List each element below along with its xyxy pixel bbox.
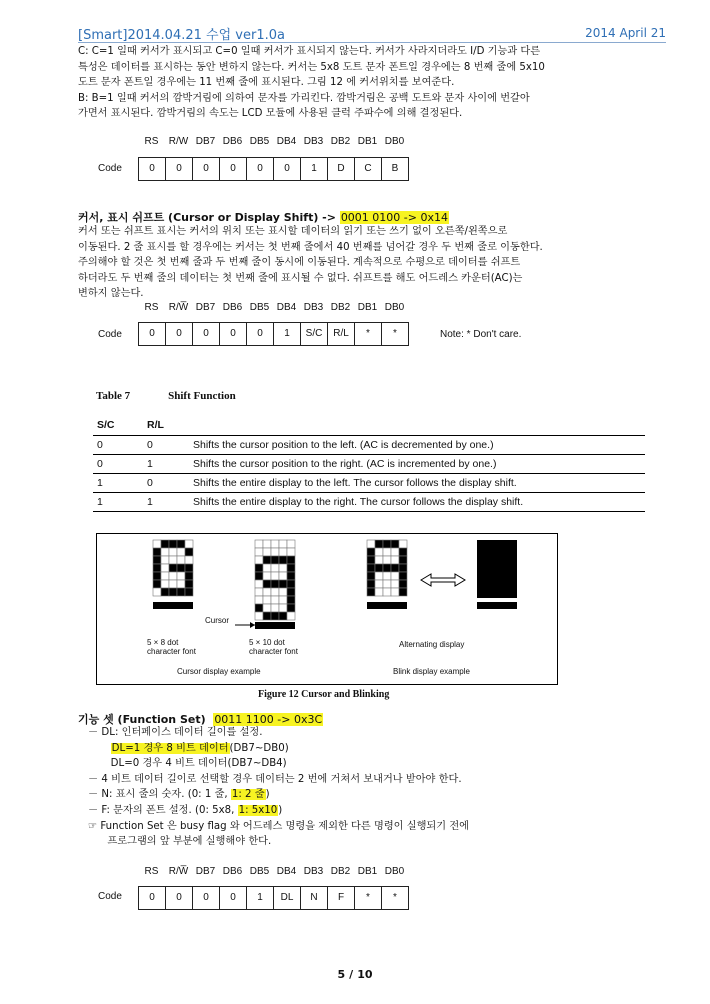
dot: [263, 612, 271, 620]
dot: [375, 548, 383, 556]
dot: [383, 564, 391, 572]
dot: [391, 564, 399, 572]
dot: [271, 548, 279, 556]
paragraph-line: 이동된다. 2 줄 표시를 할 경우에는 커서는 첫 번째 줄에서 40 번째를 넘어갈 경우 두 번째 줄로 이동한다.: [78, 241, 543, 253]
dot: [391, 580, 399, 588]
dot: [287, 596, 295, 604]
list-item: [88, 756, 469, 772]
dot: [161, 556, 169, 564]
dot: [185, 572, 193, 580]
bit-cell: 0: [247, 158, 274, 180]
dot: [279, 564, 287, 572]
table-cell: Shifts the cursor position to the left. (AC is decremented by one.): [189, 436, 645, 455]
dot: [153, 556, 161, 564]
dot: [375, 580, 383, 588]
bit-header: DB5: [249, 866, 270, 877]
dot: [287, 548, 295, 556]
bit-header: DB5: [249, 302, 270, 313]
dot: [391, 540, 399, 548]
dot: [279, 596, 287, 604]
dot: [271, 556, 279, 564]
dot: [177, 564, 185, 572]
paragraph-line: 커서 또는 쉬프트 표시는 커서의 위치 또는 표시할 데이터의 읽기 또는 쓰기 없이 오른쪽/왼쪽으로: [78, 226, 508, 237]
item-text: － F: 문자의 폰트 설정. (0: 5x8,: [88, 804, 238, 816]
bit-cell: 0: [193, 887, 220, 909]
table-header-row: [93, 416, 645, 436]
table-number: Table 7: [96, 390, 131, 402]
dot: [263, 572, 271, 580]
bit-cell: *: [355, 323, 382, 345]
table-cell: 1: [93, 493, 143, 512]
dot: [177, 588, 185, 596]
bit-header: DB7: [195, 866, 216, 877]
paragraph-line: 하더라도 두 번째 줄의 데이터는 첫 번째 줄에 표시될 수 없다. 쉬프트를 해도 어드레스 카운터(AC)는: [78, 272, 523, 284]
dot: [263, 548, 271, 556]
dot: [153, 572, 161, 580]
dot: [287, 556, 295, 564]
bit-cell: 0: [220, 158, 247, 180]
table-row: [93, 493, 645, 512]
table-row: [93, 436, 645, 455]
bit-cell: 0: [220, 323, 247, 345]
function-set-list: [88, 725, 469, 850]
bit-header: DB1: [357, 302, 378, 313]
dot: [271, 604, 279, 612]
dot: [169, 556, 177, 564]
dot: [177, 540, 185, 548]
header-divider: [78, 42, 666, 43]
dot: [279, 556, 287, 564]
dot: [375, 540, 383, 548]
bit-header: R/W̅: [168, 302, 189, 313]
dot: [287, 588, 295, 596]
bit-cell: 0: [193, 158, 220, 180]
shift-section-heading: [78, 209, 449, 225]
dot: [169, 572, 177, 580]
bit-header: DB3: [303, 136, 324, 147]
blink-example-label: Blink display example: [393, 667, 470, 676]
dot: [185, 580, 193, 588]
dot: [399, 564, 407, 572]
paragraph-line: 특성은 데이터를 표시하는 동안 변하지 않는다. 커서는 5x8 도트 문자 폰트일 경우에는 8 번째 줄에 5x10: [78, 61, 545, 73]
bit-header: DB3: [303, 866, 324, 877]
bit-cell: 1: [274, 323, 301, 345]
figure12: [96, 533, 558, 685]
blink-block: [477, 540, 517, 598]
bit-cell: 1: [247, 887, 274, 909]
cursor-example-label: Cursor display example: [177, 667, 261, 676]
bit-cell: 0: [193, 323, 220, 345]
bit-cell: 0: [139, 323, 166, 345]
table-cell: Shifts the cursor position to the right. (AC is incremented by one.): [189, 455, 645, 474]
dot: [153, 540, 161, 548]
dot: [383, 548, 391, 556]
dot: [271, 580, 279, 588]
dot: [287, 540, 295, 548]
table-cell: 1: [143, 493, 189, 512]
dot: [255, 540, 263, 548]
dot: [169, 580, 177, 588]
item-highlight: DL=1 경우 8 비트 데이터: [111, 742, 229, 754]
blink-block-bar: [477, 602, 517, 609]
dot: [375, 556, 383, 564]
bit-header: DB4: [276, 136, 297, 147]
bit-header: R/W: [168, 136, 189, 147]
dot: [271, 612, 279, 620]
dot: [177, 556, 185, 564]
dont-care-note: Note: * Don't care.: [440, 329, 522, 340]
dot: [383, 588, 391, 596]
dot: [153, 580, 161, 588]
bit-cell: F: [328, 887, 355, 909]
dot: [399, 548, 407, 556]
bit-header: RS: [144, 136, 159, 147]
page-total: 10: [357, 968, 373, 981]
item-text: ): [278, 804, 283, 816]
table7-title: [96, 390, 236, 402]
dot: [153, 588, 161, 596]
dot: [169, 540, 177, 548]
dot: [153, 548, 161, 556]
figure12-caption: Figure 12 Cursor and Blinking: [258, 689, 390, 700]
header-date: 2014 April 21: [585, 26, 666, 40]
bit-cell: 1: [301, 158, 328, 180]
bit-cell: 0: [166, 158, 193, 180]
bit-header: DB7: [195, 136, 216, 147]
bit-header-row: [138, 866, 408, 877]
cursor-label: Cursor: [205, 616, 230, 625]
bit-cell: R/L: [328, 323, 355, 345]
item-text: ☞ Function Set 은 busy flag 와 어드레스 명령을 제외한 다른 명령이 실행되기 전에: [88, 820, 470, 832]
table-row: [93, 455, 645, 474]
bit-header: R/W̅: [168, 866, 189, 877]
dot: [383, 556, 391, 564]
dot: [255, 548, 263, 556]
shift-paragraph: [78, 224, 678, 302]
font-5x10-label: [249, 638, 298, 656]
dot: [399, 588, 407, 596]
bit-cell: 0: [166, 887, 193, 909]
function-set-code: [138, 886, 409, 910]
item-text: － DL: 인터페이스 데이터 길이를 설정.: [88, 727, 263, 738]
table-cell: Shifts the entire display to the right. The cursor follows the display shift.: [189, 493, 645, 512]
list-item: [88, 819, 469, 835]
dot: [279, 572, 287, 580]
dot: [255, 564, 263, 572]
dot: [287, 580, 295, 588]
alternate-arrow-icon: [421, 574, 465, 586]
bit-cell: 0: [247, 323, 274, 345]
dot: [255, 612, 263, 620]
dot-matrix-blink-char: [367, 540, 407, 596]
dot: [367, 556, 375, 564]
list-item: [88, 834, 469, 850]
item-text: (DB7~DB0): [229, 742, 289, 754]
table-cell: 1: [143, 455, 189, 474]
shift-code: [138, 322, 409, 346]
bit-cell: N: [301, 887, 328, 909]
bit-header: DB0: [384, 866, 405, 877]
dot: [367, 588, 375, 596]
bit-header: DB4: [276, 866, 297, 877]
dot: [185, 548, 193, 556]
dot: [161, 548, 169, 556]
bit-cell: D: [328, 158, 355, 180]
dot: [169, 548, 177, 556]
code-label: Code: [98, 891, 122, 902]
dot: [367, 580, 375, 588]
dot: [279, 604, 287, 612]
bit-header: DB6: [222, 302, 243, 313]
list-item: [88, 725, 469, 741]
dot: [169, 564, 177, 572]
dot: [367, 572, 375, 580]
bit-header: DB2: [330, 866, 351, 877]
bit-cell: *: [355, 887, 382, 909]
dot: [185, 556, 193, 564]
dot: [185, 564, 193, 572]
bit-cell: *: [393, 892, 397, 903]
item-text: 프로그램의 앞 부분에 실행해야 한다.: [88, 836, 272, 848]
table-header: [189, 416, 645, 436]
paragraph-line: 변하지 않는다.: [78, 288, 144, 300]
bit-header: DB5: [249, 136, 270, 147]
table-name: Shift Function: [168, 390, 236, 402]
item-text: DL=0 경우 4 비트 데이터(DB7~DB4): [88, 758, 287, 770]
dot: [161, 572, 169, 580]
dot: [177, 548, 185, 556]
table-cell: 0: [93, 436, 143, 455]
dot: [263, 604, 271, 612]
dot: [177, 572, 185, 580]
bit-cell: 0: [274, 158, 301, 180]
dot: [279, 540, 287, 548]
dot: [391, 588, 399, 596]
display-control-code: [138, 157, 409, 181]
dot: [271, 540, 279, 548]
code-label: Code: [98, 329, 122, 340]
dot: [391, 556, 399, 564]
dot: [255, 588, 263, 596]
table-header: R/L: [143, 416, 189, 436]
dot: [375, 564, 383, 572]
dot: [263, 564, 271, 572]
cursor-blink-paragraph: [78, 44, 678, 122]
dot: [399, 572, 407, 580]
dot: [375, 572, 383, 580]
dot: [367, 540, 375, 548]
paragraph-line: B: B=1 일때 커서의 깜박거림에 의하여 문자를 가리킨다. 깜박거림은 공백 도트와 문자 사이에 번갈아: [78, 92, 530, 104]
cursor-bar-5x10: [255, 622, 295, 629]
dot: [279, 548, 287, 556]
dot: [399, 556, 407, 564]
heading-text: 커서, 표시 쉬프트 (Cursor or Display Shift) ->: [78, 211, 336, 224]
dot: [161, 580, 169, 588]
dot-matrix-5x10: [255, 540, 295, 620]
bit-header-row: [138, 136, 408, 147]
header-title: [Smart]2014.04.21 수업 ver1.0a: [78, 28, 285, 43]
list-item: [88, 741, 469, 757]
dot: [255, 580, 263, 588]
dot: [169, 588, 177, 596]
bit-header: DB4: [276, 302, 297, 313]
code-label: Code: [98, 163, 122, 174]
code-highlight: 0001 0100 -> 0x14: [340, 211, 448, 224]
page-number: [0, 968, 710, 981]
dot: [271, 596, 279, 604]
paragraph-line: 주의해야 할 것은 첫 번째 줄과 두 번째 줄이 동시에 이동된다. 계속적으로 수평으로 데이터를 쉬프트: [78, 257, 521, 269]
item-highlight: 1: 5x10: [238, 804, 278, 816]
bit-header: DB0: [384, 302, 405, 313]
bit-header: DB1: [357, 136, 378, 147]
dot: [263, 588, 271, 596]
dot: [255, 596, 263, 604]
code-highlight: 0011 1100 -> 0x3C: [214, 713, 323, 726]
dot: [399, 580, 407, 588]
bit-header: RS: [144, 302, 159, 313]
label-line: character font: [249, 647, 298, 656]
dot: [263, 596, 271, 604]
cursor-pointer-arrow: [250, 622, 255, 628]
dot: [263, 540, 271, 548]
dot: [287, 604, 295, 612]
bit-header: DB6: [222, 136, 243, 147]
dot: [399, 540, 407, 548]
dot: [375, 588, 383, 596]
bit-cell: B: [391, 163, 399, 174]
item-text: － 4 비트 데이터 길이로 선택할 경우 데이터는 2 번에 거쳐서 보내거나 받아야 한다.: [88, 773, 462, 785]
page-current: 5: [337, 968, 346, 981]
dot: [383, 572, 391, 580]
item-highlight: 1: 2 줄: [231, 789, 265, 801]
bit-header: RS: [144, 866, 159, 877]
dot: [263, 580, 271, 588]
table-cell: 0: [143, 436, 189, 455]
dot: [153, 564, 161, 572]
table-cell: 0: [143, 474, 189, 493]
bit-cell: S/C: [301, 323, 328, 345]
figure12-illustration: [97, 534, 557, 684]
dot: [367, 548, 375, 556]
dot: [255, 604, 263, 612]
bit-header: DB6: [222, 866, 243, 877]
item-text: [88, 743, 111, 754]
shift-function-table: [93, 416, 645, 512]
paragraph-line: 도트 문자 폰트일 경우에는 11 번째 줄에 표시된다. 그림 12 에 커서위치를 보여준다.: [78, 77, 455, 89]
dot: [287, 564, 295, 572]
dot: [271, 564, 279, 572]
dot: [383, 580, 391, 588]
bit-header: DB2: [330, 136, 351, 147]
list-item: [88, 772, 469, 788]
dot: [161, 540, 169, 548]
dot-matrix-5x8: [153, 540, 193, 596]
font-5x8-label: [147, 638, 196, 656]
table-cell: 0: [93, 455, 143, 474]
dot: [279, 588, 287, 596]
dot: [391, 572, 399, 580]
bit-cell: 0: [220, 887, 247, 909]
page-sep: /: [349, 968, 354, 981]
item-text: － N: 표시 줄의 숫자. (0: 1 줄,: [88, 789, 231, 801]
dot: [271, 572, 279, 580]
dot: [383, 540, 391, 548]
dot: [255, 572, 263, 580]
dot: [161, 588, 169, 596]
paragraph-line: C: C=1 일때 커서가 표시되고 C=0 일때 커서가 표시되지 않는다. 커서가 사라지더라도 I/D 기능과 다른: [78, 46, 541, 57]
heading-text: 기능 셋 (Function Set): [78, 713, 206, 726]
dot: [279, 612, 287, 620]
dot: [391, 548, 399, 556]
dot: [177, 580, 185, 588]
table-row: [93, 474, 645, 493]
dot: [287, 572, 295, 580]
bit-cell: C: [355, 158, 382, 180]
bit-cell: 0: [139, 887, 166, 909]
dot: [185, 540, 193, 548]
list-item: [88, 803, 469, 819]
blink-bar: [367, 602, 407, 609]
dot: [279, 580, 287, 588]
dot: [161, 564, 169, 572]
label-line: 5 × 8 dot: [147, 638, 179, 647]
dot: [271, 588, 279, 596]
bit-header: DB2: [330, 302, 351, 313]
list-item: [88, 787, 469, 803]
alternating-label: Alternating display: [399, 640, 465, 649]
label-line: character font: [147, 647, 196, 656]
table-cell: 1: [93, 474, 143, 493]
bit-cell: DL: [274, 887, 301, 909]
bit-cell: 0: [166, 323, 193, 345]
cursor-bar-5x8: [153, 602, 193, 609]
dot: [185, 588, 193, 596]
bit-header-row: [138, 302, 408, 313]
table-cell: Shifts the entire display to the left. The cursor follows the display shift.: [189, 474, 645, 493]
bit-header: DB1: [357, 866, 378, 877]
bit-header: DB0: [384, 136, 405, 147]
dot: [255, 556, 263, 564]
bit-cell: *: [393, 328, 397, 339]
dot: [287, 612, 295, 620]
bit-cell: 0: [139, 158, 166, 180]
bit-header: DB3: [303, 302, 324, 313]
dot: [263, 556, 271, 564]
label-line: 5 × 10 dot: [249, 638, 285, 647]
dot: [367, 564, 375, 572]
bit-header: DB7: [195, 302, 216, 313]
paragraph-line: 가면서 표시된다. 깜박거림의 속도는 LCD 모듈에 사용된 클럭 주파수에 의해 결정된다.: [78, 108, 463, 120]
item-text: ): [265, 789, 270, 801]
table-header: S/C: [93, 416, 143, 436]
